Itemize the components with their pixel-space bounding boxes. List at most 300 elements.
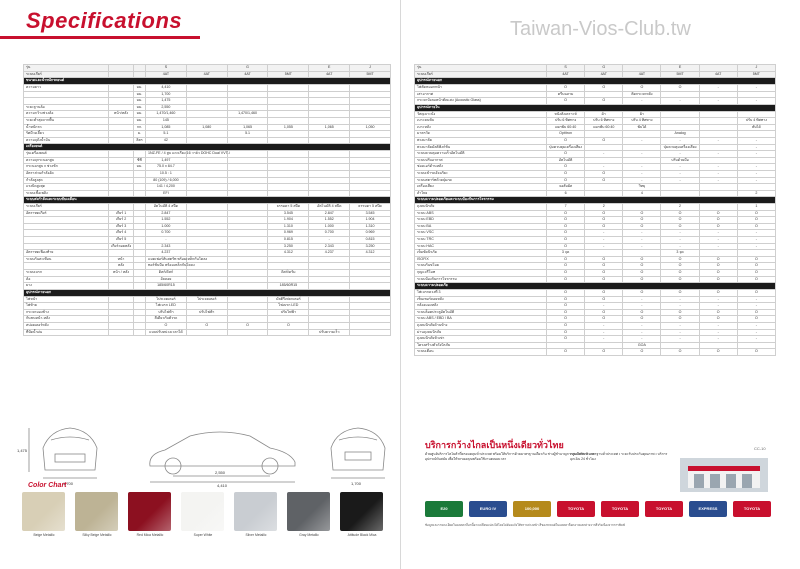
spec-value: ไฟเบรก LED (146, 303, 187, 310)
spec-value (350, 137, 391, 144)
spec-value (268, 131, 309, 138)
spec-value: - (737, 336, 775, 343)
spec-value (227, 256, 268, 263)
spec-value: 2.343 (146, 243, 187, 250)
front-width-label: 1,700 (63, 481, 74, 486)
spec-row (24, 217, 391, 224)
spec-row (415, 184, 776, 191)
spec-value: O (547, 256, 585, 263)
spec-value (227, 250, 268, 257)
spec-label: ระบบกันขโมย (415, 263, 547, 270)
spec-value (268, 151, 309, 158)
spec-value (134, 283, 146, 290)
spec-value (186, 170, 227, 177)
spec-value: 1.904 (268, 217, 309, 224)
spec-value (699, 91, 737, 98)
dealership-photo (680, 458, 768, 492)
spec-value (699, 118, 737, 125)
spec-value (186, 250, 227, 257)
partner-logo: TOYOTA (557, 501, 595, 517)
spec-value (309, 256, 350, 263)
spec-value: - (737, 98, 775, 105)
spec-value: O (585, 210, 623, 217)
spec-value (134, 230, 146, 237)
spec-value: - (699, 336, 737, 343)
spec-value: ผ้า (623, 111, 661, 118)
spec-value: O (547, 263, 585, 270)
spec-value: O (661, 84, 699, 91)
spec-value (186, 217, 227, 224)
spec-value (350, 190, 391, 197)
spec-row (415, 322, 776, 329)
spec-value (623, 65, 661, 72)
spec-label: พวงมาลัยมัลติฟังก์ชั่น (415, 144, 547, 151)
spec-value (186, 111, 227, 118)
spec-value (699, 250, 737, 257)
spec-row (24, 177, 391, 184)
spec-label: กล้องมองหลัง (415, 303, 547, 310)
spec-value: - (623, 151, 661, 158)
spec-row (24, 329, 391, 336)
spec-value (227, 104, 268, 111)
spec-value (699, 65, 737, 72)
spec-value (186, 270, 227, 277)
spec-value (585, 342, 623, 349)
spec-label: ระบบเกียร์ (415, 71, 547, 78)
color-swatch-label: Silky Beige Metallic (82, 533, 112, 537)
spec-value: 1.904 (350, 217, 391, 224)
spec-label: ระบบเกียร์ (24, 71, 109, 78)
spec-value (268, 263, 309, 270)
spec-label: รัศมีวงเลี้ยว (24, 131, 109, 138)
spec-value: E (309, 65, 350, 72)
spec-value (309, 164, 350, 171)
spec-value: ปรับความเร็ว (309, 329, 350, 336)
spec-value (661, 124, 699, 131)
spec-value: - (623, 336, 661, 343)
spec-row (24, 210, 391, 217)
spec-row (415, 144, 776, 151)
spec-value: O (699, 263, 737, 270)
spec-row (24, 111, 391, 118)
spec-label: อัตราทดเกียร์ (24, 210, 109, 217)
spec-value: - (661, 177, 699, 184)
spec-row (415, 276, 776, 283)
spec-value (227, 84, 268, 91)
spec-row (415, 84, 776, 91)
spec-value (350, 177, 391, 184)
spec-label: ระบบ ABS / EBD / BA (415, 316, 547, 323)
spec-value: ไฟเบรก LED (268, 303, 309, 310)
spec-value: - (737, 170, 775, 177)
spec-value (227, 217, 268, 224)
spec-value: 1.552 (309, 217, 350, 224)
spec-value: ปรับ 6 ทิศทาง (547, 118, 585, 125)
spec-section-header (415, 78, 776, 85)
spec-label (24, 263, 109, 270)
color-chart-title: Color Chart (28, 482, 67, 489)
spec-value: มม. (134, 164, 146, 171)
spec-value (737, 250, 775, 257)
spec-value (268, 65, 309, 72)
color-swatch (22, 492, 65, 531)
spec-value: Optitron (547, 131, 585, 138)
service-body-left: ด้วยศูนย์บริการโตโยต้าที่ครอบคลุมทั่วประเทศ พร้อมให้บริการด้วยมาตรฐานเดียวกัน ช่างผู้ชำนาญการ อะไหล่แท้ และอุปกรณ์ทันสมัย เพื่อให้รถของคุณพร้อมใช้งานตลอดเวลา (425, 452, 595, 461)
spec-row (415, 263, 776, 270)
spec-value: - (661, 151, 699, 158)
spec-value: O (737, 256, 775, 263)
spec-label (24, 98, 109, 105)
spec-value: 4AT (146, 71, 187, 78)
spec-value (227, 230, 268, 237)
spec-value: 4.312 (268, 250, 309, 257)
spec-value (309, 309, 350, 316)
spec-value: 1NZ-FE / 4 สูบ แถวเรียง 16 วาล์ว DOHC Dual VVT-i (146, 151, 187, 158)
spec-value (109, 329, 134, 336)
partner-logo: TOYOTA (733, 501, 771, 517)
spec-value: J (350, 65, 391, 72)
spec-row (415, 237, 776, 244)
spec-value: O (661, 263, 699, 270)
spec-label: เซ็นเซอร์ถอยหลัง (415, 296, 547, 303)
spec-value: O (737, 223, 775, 230)
spec-label: พวงมาลัย (415, 137, 547, 144)
spec-value (134, 303, 146, 310)
spec-value: - (699, 243, 737, 250)
spec-value: - (699, 177, 737, 184)
spec-row (24, 237, 391, 244)
spec-value: หน้า (109, 256, 134, 263)
spec-value (186, 98, 227, 105)
spec-value: O (699, 270, 737, 277)
spec-value: วิทยุ (623, 184, 661, 191)
spec-value: พับได้ (737, 124, 775, 131)
spec-value (227, 283, 268, 290)
spec-value (309, 111, 350, 118)
section-title: อุปกรณ์ภายนอก (415, 78, 776, 85)
spec-value (109, 71, 134, 78)
spec-value (350, 111, 391, 118)
spec-value: ม. (134, 131, 146, 138)
spec-value (623, 144, 661, 151)
spec-label (24, 230, 109, 237)
spec-label: ช่องแอร์ด้านหลัง (415, 164, 547, 171)
spec-value: มม. (134, 104, 146, 111)
spec-value (309, 91, 350, 98)
spec-value (109, 309, 134, 316)
spec-value: O (547, 230, 585, 237)
spec-label: ไฟเบรกดวงที่ 3 (415, 290, 547, 297)
color-swatch (340, 492, 383, 531)
spec-value (309, 84, 350, 91)
spec-value: ปรับไฟฟ้า (186, 309, 227, 316)
spec-row (24, 137, 391, 144)
spec-value (585, 184, 623, 191)
spec-value: - (585, 230, 623, 237)
spec-value: O (623, 256, 661, 263)
spec-value: S (547, 65, 585, 72)
spec-value (134, 263, 146, 270)
spec-value (134, 250, 146, 257)
spec-value: O (699, 309, 737, 316)
spec-row (415, 303, 776, 310)
vehicle-dimension-drawings (15, 410, 395, 488)
spec-value (227, 151, 268, 158)
spec-value: 4.237 (146, 250, 187, 257)
spec-label: ถุงลมนิรภัย (415, 204, 547, 211)
spec-value (186, 210, 227, 217)
spec-section-header (24, 197, 391, 204)
spec-value (309, 190, 350, 197)
spec-value: ปรับ 4 ทิศทาง (623, 118, 661, 125)
spec-value: O (623, 270, 661, 277)
spec-row (24, 65, 391, 72)
spec-value: O (547, 177, 585, 184)
color-swatch-label: Beige Metallic (33, 533, 55, 537)
spec-value: 0.969 (350, 230, 391, 237)
spec-value (186, 164, 227, 171)
partner-logo: TOYOTA (645, 501, 683, 517)
spec-value: 2,550 (146, 104, 187, 111)
spec-label: น้ำหนักรถ (24, 124, 109, 131)
spec-value (186, 283, 227, 290)
spec-section-header (24, 289, 391, 296)
spec-value (699, 184, 737, 191)
page-title: Specifications (26, 8, 183, 33)
spec-value (227, 204, 268, 211)
spec-value: - (699, 303, 737, 310)
spec-row (415, 342, 776, 349)
spec-value (134, 184, 146, 191)
spec-row (415, 329, 776, 336)
spec-value: - (737, 151, 775, 158)
spec-value (227, 243, 268, 250)
spec-value: O (661, 256, 699, 263)
spec-value (134, 276, 146, 283)
spec-value (109, 151, 134, 158)
spec-value: 1,470/1,460 (227, 111, 268, 118)
spec-row (415, 243, 776, 250)
spec-value: 1,475 (146, 98, 187, 105)
spec-value: 42 (146, 137, 187, 144)
spec-label: เครื่องเสียง (415, 184, 547, 191)
spec-label: ระบบล็อคประตูอัตโนมัติ (415, 309, 547, 316)
spec-label: ISOFIX (415, 256, 547, 263)
spec-value (699, 124, 737, 131)
spec-value (623, 157, 661, 164)
spec-row (415, 118, 776, 125)
spec-value: - (699, 98, 737, 105)
spec-value (134, 237, 146, 244)
spec-value: - (699, 329, 737, 336)
spec-value: เกียร์ 4 (109, 230, 134, 237)
spec-value: G (227, 65, 268, 72)
service-headline: บริการกว้างไกลเป็นหนึ่งเดียวทั่วไทย (425, 440, 564, 450)
spec-value (134, 65, 146, 72)
spec-value (350, 184, 391, 191)
footer-disclaimer: ข้อมูลและรายละเอียดในแคตตาล็อกนี้อาจเปลี่ยนแปลงได้โดยไม่ต้องแจ้งให้ทราบล่วงหน้า สีของรถยนต์ในแคตตาล็อกอาจแตกต่างจากสีจริงเนื่องจากการพิมพ์ (425, 523, 625, 527)
spec-label: ระบบปรับอากาศ (415, 157, 547, 164)
spec-value: เกียร์ 1 (109, 210, 134, 217)
spec-label: กระจกบังลมหน้าตัดแสง (Acoustic Glass) (415, 98, 547, 105)
spec-value (350, 98, 391, 105)
spec-value: เกียร์ถอยหลัง (109, 243, 134, 250)
spec-row (415, 65, 776, 72)
spec-value: O (585, 349, 623, 356)
spec-row (24, 71, 391, 78)
spec-label: ความจุถังน้ำมัน (24, 137, 109, 144)
spec-value: 3.545 (268, 210, 309, 217)
spec-value (109, 164, 134, 171)
spec-row (24, 184, 391, 191)
page-fold (400, 0, 401, 569)
spec-row (415, 290, 776, 297)
spec-row (415, 270, 776, 277)
spec-section-header (24, 78, 391, 85)
spec-value: พับได้ (623, 124, 661, 131)
spec-value: 1,080 (186, 124, 227, 131)
spec-value (109, 276, 134, 283)
spec-value (134, 151, 146, 158)
spec-value (186, 117, 227, 124)
spec-label: กระจกมองข้าง (24, 309, 109, 316)
spec-row (24, 296, 391, 303)
spec-value: 141 / 4,200 (146, 184, 187, 191)
spec-value (227, 263, 268, 270)
spec-value: 4AT (547, 71, 585, 78)
spec-value: หนังสังเคราะห์ (547, 111, 585, 118)
spec-value (186, 177, 227, 184)
spec-value (350, 322, 391, 329)
spec-label: อัตราส่วนกำลังอัด (24, 170, 109, 177)
spec-value: - (623, 329, 661, 336)
spec-value: - (661, 170, 699, 177)
spec-value: 185/60R15 (268, 283, 309, 290)
spec-label: สปอยเลอร์หลัง (24, 322, 109, 329)
spec-value (227, 190, 268, 197)
section-title: เครื่องยนต์ (24, 144, 391, 151)
spec-value: 3 จุด (547, 250, 585, 257)
spec-value (134, 71, 146, 78)
color-swatch (234, 492, 277, 531)
spec-value: - (661, 329, 699, 336)
spec-value: O (585, 296, 623, 303)
spec-value: - (661, 237, 699, 244)
spec-label: ไฟตัดหมอกหน้า (415, 84, 547, 91)
spec-label: ลำโพง (415, 190, 547, 197)
spec-value (350, 151, 391, 158)
right-spec-table (414, 64, 776, 356)
section-title: ระบบส่งกำลังและระบบขับเคลื่อน (24, 197, 391, 204)
spec-value (350, 276, 391, 283)
spec-value (186, 223, 227, 230)
color-swatch-label: Red Mica Metallic (136, 533, 164, 537)
spec-row (415, 204, 776, 211)
spec-value (585, 91, 623, 98)
spec-value (186, 184, 227, 191)
spec-value (109, 137, 134, 144)
spec-value (309, 263, 350, 270)
spec-label: ที่ปัดน้ำฝน (24, 329, 109, 336)
spec-value: 2.847 (146, 210, 187, 217)
spec-row (24, 157, 391, 164)
spec-value (268, 91, 309, 98)
spec-value: O (547, 276, 585, 283)
spec-label: ระบบกันสะเทือน (24, 256, 109, 263)
spec-value (699, 111, 737, 118)
spec-value: O (661, 270, 699, 277)
spec-value: 0.815 (268, 237, 309, 244)
spec-value: - (737, 137, 775, 144)
spec-value: 185/60R15 (146, 283, 187, 290)
spec-value (350, 329, 391, 336)
spec-value: 1,085 (146, 124, 187, 131)
spec-value: - (737, 164, 775, 171)
spec-row (415, 151, 776, 158)
partner-logo: EXPRESS (689, 501, 727, 517)
spec-value: GOA (623, 342, 661, 349)
spec-value: O (737, 276, 775, 283)
spec-label: เบาะหลัง (415, 124, 547, 131)
spec-value: 2.343 (309, 243, 350, 250)
spec-value: ครีบฉลาม (547, 91, 585, 98)
spec-value (661, 342, 699, 349)
spec-value: 3.250 (268, 243, 309, 250)
spec-value: - (623, 164, 661, 171)
spec-value: แมคเฟอร์สันสตรัท พร้อมเหล็กกันโคลง (146, 256, 187, 263)
spec-value: O (623, 316, 661, 323)
spec-row (415, 157, 776, 164)
spec-value: 5MT (661, 71, 699, 78)
spec-value: O (737, 349, 775, 356)
spec-value (350, 131, 391, 138)
spec-value (268, 164, 309, 171)
spec-value: 75.0 x 84.7 (146, 164, 187, 171)
rear-view-drawing (331, 428, 385, 478)
spec-value (268, 157, 309, 164)
spec-value: O (227, 322, 268, 329)
spec-value (737, 342, 775, 349)
partner-logo: EURO IV (469, 501, 507, 517)
spec-value: O (547, 290, 585, 297)
spec-value (227, 137, 268, 144)
spec-value (109, 84, 134, 91)
spec-value (109, 322, 134, 329)
spec-value: 4AT (699, 71, 737, 78)
spec-label: อัตราทดเฟืองท้าย (24, 250, 109, 257)
spec-row (415, 137, 776, 144)
spec-value: 2.847 (309, 210, 350, 217)
spec-value: 1,470/1,460 (146, 111, 187, 118)
spec-value (227, 164, 268, 171)
spec-value: - (661, 296, 699, 303)
spec-value (227, 270, 268, 277)
spec-value (227, 316, 268, 323)
spec-value: ผ้า (585, 111, 623, 118)
spec-value: O (547, 303, 585, 310)
spec-value: - (623, 296, 661, 303)
spec-value: O (547, 170, 585, 177)
spec-value: - (661, 336, 699, 343)
spec-value: 4.312 (350, 250, 391, 257)
spec-row (24, 190, 391, 197)
spec-value: 7 (547, 204, 585, 211)
spec-value (585, 250, 623, 257)
spec-value: 0.969 (268, 230, 309, 237)
spec-value (309, 276, 350, 283)
spec-label (24, 223, 109, 230)
spec-row (24, 243, 391, 250)
